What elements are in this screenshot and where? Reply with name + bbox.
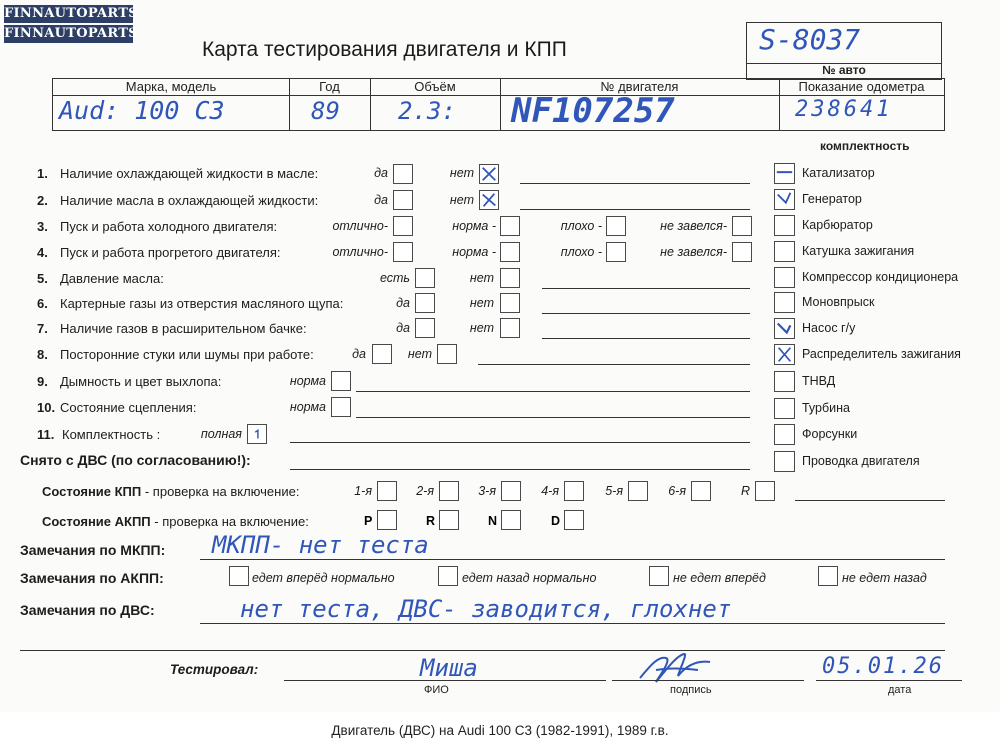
option-label: нет	[469, 321, 494, 335]
akpp-remarks-label: Замечания по АКПП:	[20, 570, 164, 586]
component-checkbox[interactable]	[774, 424, 795, 445]
tested-by-label: Тестировал:	[170, 662, 259, 677]
option-checkbox[interactable]	[732, 216, 752, 236]
tester-name-value: Миша	[420, 654, 478, 682]
option-checkbox[interactable]	[500, 293, 520, 313]
option-checkbox[interactable]	[500, 268, 520, 288]
check-label: Пуск и работа прогретого двигателя:	[60, 245, 281, 260]
option-label: полная	[200, 427, 242, 441]
check-label: Картерные газы из отверстия масляного щупа:	[60, 296, 344, 311]
option-checkbox[interactable]	[500, 318, 520, 338]
col-header-year: Год	[319, 79, 340, 94]
volume-value: 2.3:	[398, 97, 456, 125]
signature-label: подпись	[670, 684, 712, 696]
option-label: нет	[449, 193, 474, 207]
check-label: Пуск и работа холодного двигателя:	[60, 219, 278, 234]
check-number: 11.	[37, 427, 55, 442]
check-number: 9.	[37, 374, 48, 389]
gear-label: P	[364, 514, 373, 528]
option-label: норма -	[452, 219, 496, 233]
check-number: 3.	[37, 219, 48, 234]
gear-checkbox[interactable]	[564, 510, 584, 530]
gear-label: 4-я	[541, 484, 559, 498]
component-checkbox[interactable]	[774, 241, 795, 262]
check-label: Комплектность :	[62, 427, 161, 442]
option-label: да	[396, 296, 410, 310]
engine-number-value: NF107257	[511, 91, 675, 131]
year-value: 89	[311, 97, 340, 125]
option-checkbox[interactable]	[479, 164, 499, 184]
component-label: Карбюратор	[802, 218, 873, 232]
check-number: 1.	[37, 166, 48, 181]
component-checkbox[interactable]	[774, 451, 795, 472]
completeness-label: комплектность	[820, 139, 910, 153]
gear-checkbox[interactable]	[439, 510, 459, 530]
gear-label: 1-я	[354, 484, 372, 498]
option-label: норма -	[452, 245, 496, 259]
check-number: 8.	[37, 347, 48, 362]
option-checkbox[interactable]	[393, 164, 413, 184]
gear-checkbox[interactable]	[564, 481, 584, 501]
gear-checkbox[interactable]	[755, 481, 775, 501]
option-checkbox[interactable]	[606, 242, 626, 262]
option-label: норма	[289, 374, 326, 388]
gear-checkbox[interactable]	[377, 510, 397, 530]
gear-checkbox[interactable]	[377, 481, 397, 501]
option-label: нет	[407, 347, 432, 361]
akpp-option-checkbox[interactable]	[229, 566, 249, 586]
akpp-option-label: едет назад нормально	[462, 571, 597, 585]
component-checkbox[interactable]	[774, 189, 795, 210]
component-label: Катализатор	[802, 166, 875, 180]
check-number: 7.	[37, 321, 48, 336]
akpp-row-label: Состояние АКПП - проверка на включение:	[42, 514, 309, 529]
gear-checkbox[interactable]	[501, 510, 521, 530]
option-checkbox[interactable]	[331, 397, 351, 417]
gear-label: R	[426, 514, 436, 528]
akpp-option-label: едет вперёд нормально	[252, 571, 395, 585]
check-number: 6.	[37, 296, 48, 311]
option-checkbox[interactable]	[393, 242, 413, 262]
cross-mark-icon	[775, 345, 794, 364]
component-label: ТНВД	[802, 374, 836, 388]
option-checkbox[interactable]	[393, 216, 413, 236]
akpp-option-checkbox[interactable]	[818, 566, 838, 586]
component-checkbox[interactable]	[774, 215, 795, 236]
option-label: плохо -	[560, 219, 602, 233]
option-label: есть	[379, 271, 410, 285]
option-label: не завелся-	[660, 219, 727, 233]
removed-from-engine-label: Снято с ДВС (по согласованию!):	[20, 452, 251, 468]
component-checkbox[interactable]	[774, 318, 795, 339]
option-label: нет	[469, 271, 494, 285]
col-header-volume: Объём	[414, 79, 456, 94]
option-label: нет	[449, 166, 474, 180]
check-label: Наличие газов в расширительном бачке:	[60, 321, 307, 336]
mkpp-remarks-label: Замечания по МКПП:	[20, 542, 166, 558]
option-checkbox[interactable]	[247, 424, 267, 444]
check-label: Посторонние стуки или шумы при работе:	[60, 347, 314, 362]
option-label: да	[396, 321, 410, 335]
option-label: не завелся-	[660, 245, 727, 259]
dash-mark-icon	[775, 164, 794, 183]
col-header-odometer: Показание одометра	[798, 79, 925, 94]
date-value: 05.01.26	[822, 654, 944, 679]
option-checkbox[interactable]	[437, 344, 457, 364]
check-number: 5.	[37, 271, 48, 286]
component-checkbox[interactable]	[774, 344, 795, 365]
component-checkbox[interactable]	[774, 292, 795, 313]
component-checkbox[interactable]	[774, 371, 795, 392]
check-label: Наличие масла в охлаждающей жидкости:	[60, 193, 319, 208]
signature-icon	[636, 648, 716, 688]
option-checkbox[interactable]	[372, 344, 392, 364]
engine-remarks-label: Замечания по ДВС:	[20, 602, 155, 618]
component-checkbox[interactable]	[774, 267, 795, 288]
col-header-make: Марка, модель	[125, 79, 217, 94]
check-label: Дымность и цвет выхлопа:	[60, 374, 222, 389]
check-label: Наличие охлаждающей жидкости в масле:	[60, 166, 319, 181]
odometer-value: 238641	[795, 97, 893, 122]
check-label: Состояние сцепления:	[60, 400, 197, 415]
check-label: Давление масла:	[60, 271, 164, 286]
car-number-value: S-8037	[759, 23, 861, 56]
component-label: Генератор	[802, 192, 862, 206]
akpp-option-checkbox[interactable]	[649, 566, 669, 586]
option-checkbox[interactable]	[606, 216, 626, 236]
component-label: Форсунки	[802, 427, 858, 441]
tick-mark-icon	[248, 425, 266, 443]
component-checkbox[interactable]	[774, 398, 795, 419]
akpp-option-label: не едет вперёд	[673, 571, 766, 585]
kpp-row-label: Состояние КПП - проверка на включение:	[42, 484, 300, 499]
option-checkbox[interactable]	[500, 242, 520, 262]
option-label: да	[374, 166, 388, 180]
component-label: Катушка зажигания	[802, 244, 915, 258]
option-label: норма	[289, 400, 326, 414]
option-label: да	[374, 193, 388, 207]
gear-checkbox[interactable]	[691, 481, 711, 501]
option-checkbox[interactable]	[415, 268, 435, 288]
akpp-option-checkbox[interactable]	[438, 566, 458, 586]
check-number: 2.	[37, 193, 48, 208]
gear-label: 2-я	[416, 484, 434, 498]
check-mark-icon	[775, 190, 794, 209]
gear-label: N	[488, 514, 498, 528]
check-number: 4.	[37, 245, 48, 260]
component-checkbox[interactable]	[774, 163, 795, 184]
watermark-logo: FINNAUTOPARTS	[4, 26, 138, 41]
option-checkbox[interactable]	[331, 371, 351, 391]
check-mark-icon	[775, 319, 794, 338]
component-label: Турбина	[802, 401, 850, 415]
engine-remarks-value: нет теста, ДВС- заводится, глохнет	[240, 595, 732, 623]
option-label: да	[352, 347, 366, 361]
gear-checkbox[interactable]	[439, 481, 459, 501]
option-checkbox[interactable]	[479, 190, 499, 210]
date-label: дата	[888, 684, 912, 696]
gear-label: R	[740, 484, 750, 498]
col-header-engine-no: № двигателя	[600, 79, 679, 94]
option-checkbox[interactable]	[415, 318, 435, 338]
option-label: отлично-	[332, 245, 388, 259]
option-checkbox[interactable]	[415, 293, 435, 313]
gear-label: 5-я	[605, 484, 623, 498]
component-label: Компрессор кондиционера	[802, 270, 959, 284]
image-caption: Двигатель (ДВС) на Audi 100 C3 (1982-1991), 1989 г.в.	[0, 712, 1000, 750]
check-number: 10.	[37, 400, 56, 415]
page-title: Карта тестирования двигателя и КПП	[202, 38, 567, 61]
gear-label: 3-я	[478, 484, 496, 498]
mkpp-remarks-value: МКПП- нет теста	[212, 531, 429, 559]
option-label: нет	[469, 296, 494, 310]
header-table	[52, 78, 945, 131]
option-label: плохо -	[560, 245, 602, 259]
fio-label: ФИО	[424, 684, 449, 696]
option-checkbox[interactable]	[393, 190, 413, 210]
cross-mark-icon	[480, 165, 498, 183]
gear-checkbox[interactable]	[628, 481, 648, 501]
component-label: Моновпрыск	[802, 295, 875, 309]
car-number-box	[746, 22, 942, 80]
component-label: Насос г/у	[802, 321, 856, 335]
gear-checkbox[interactable]	[501, 481, 521, 501]
car-number-label: № авто	[822, 63, 866, 77]
component-label: Распределитель зажигания	[802, 347, 961, 361]
gear-label: 6-я	[668, 484, 686, 498]
cross-mark-icon	[480, 191, 498, 209]
gear-label: D	[551, 514, 561, 528]
option-checkbox[interactable]	[732, 242, 752, 262]
component-label: Проводка двигателя	[802, 454, 920, 468]
make-model-value: Aud: 100 C3	[59, 96, 225, 125]
akpp-option-label: не едет назад	[842, 571, 927, 585]
option-label: отлично-	[332, 219, 388, 233]
watermark-logo: FINNAUTOPARTS	[4, 6, 138, 21]
option-checkbox[interactable]	[500, 216, 520, 236]
